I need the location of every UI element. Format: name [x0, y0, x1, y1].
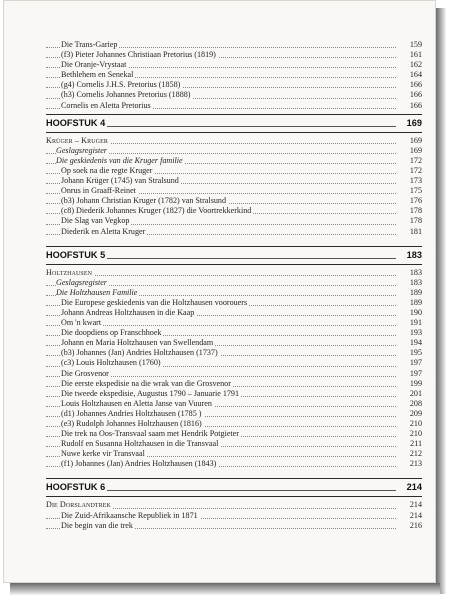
- toc-entry: [46, 379, 422, 389]
- toc-entry: [46, 419, 422, 429]
- section-divider: [46, 264, 422, 265]
- toc-entry: [46, 60, 422, 70]
- toc-entry-title: Op soek na die regte Kruger: [61, 165, 153, 175]
- chapter-heading-6: [46, 482, 422, 493]
- toc-entry-page: 201: [409, 388, 422, 398]
- toc-entry-title: Nuwe kerke vir Transvaal: [61, 449, 145, 459]
- toc-entry: [46, 50, 422, 60]
- toc-entry-title: Johann Andreas Holtzhausen in die Kaap: [61, 307, 195, 317]
- toc-entry: [46, 196, 422, 206]
- toc-entry-page: 169: [409, 135, 422, 145]
- toc-entry-page: 208: [409, 398, 422, 408]
- toc-entry-title: Die Zuid-Afrikaansche Republiek in 1871: [61, 510, 198, 520]
- toc-entry-title: (f1) Johannes (Jan) Andries Holtzhausen (1843): [61, 459, 217, 469]
- toc-entry: [46, 439, 422, 449]
- toc-entry: [46, 136, 422, 146]
- toc-entry-page: 166: [409, 90, 422, 100]
- toc-entry-title: Geslagsregister: [56, 277, 107, 287]
- toc-entry-title: Die trek na Oos-Transvaal saam met Hendrik Potgieter: [61, 429, 239, 439]
- toc-entry: [46, 156, 422, 166]
- toc-entry-page: 178: [409, 216, 422, 226]
- toc-entry: [46, 216, 422, 226]
- toc-entry: [46, 176, 422, 186]
- toc-entry-title: Die doopdiens op Franschhoek: [61, 328, 162, 338]
- toc-entry-title: Die Grosvenor: [61, 368, 109, 378]
- toc-entry: [46, 166, 422, 176]
- chapter-page: 169: [406, 117, 422, 128]
- toc-entry: [46, 268, 422, 278]
- toc-entry-title: Diederik en Aletta Kruger: [61, 226, 146, 236]
- toc-entry-title: Die Dorslandtrek: [46, 500, 111, 510]
- toc-entry-page: 190: [409, 307, 422, 317]
- toc-entry-page: 181: [409, 226, 422, 236]
- toc-entry-page: 197: [409, 368, 422, 378]
- toc-entry-title: Om 'n kwart: [61, 318, 102, 328]
- toc-entry-page: 166: [409, 100, 422, 110]
- spacer: [46, 237, 422, 243]
- chapter-heading-4: [46, 118, 422, 129]
- toc-entry: [46, 186, 422, 196]
- toc-entry: [46, 146, 422, 156]
- toc-entry-page: 164: [409, 70, 422, 80]
- toc-entry-title: (b3) Johannes (Jan) Andries Holtzhausen (1737): [61, 348, 218, 358]
- page-shadow-bottom: [10, 583, 440, 595]
- toc-entry-page: 162: [409, 60, 422, 70]
- toc-entry: [46, 429, 422, 439]
- toc-entry-title: Die geskiedenis van die Kruger familie: [56, 155, 183, 165]
- toc-entry-page: 199: [409, 378, 422, 388]
- toc-entry: [46, 227, 422, 237]
- toc-entry-page: 159: [409, 40, 422, 49]
- toc-entry-page: 213: [409, 459, 422, 469]
- toc-entry: [46, 399, 422, 409]
- toc-entry-title: Holtzhausen: [46, 267, 93, 277]
- page-shadow-right: [436, 8, 446, 594]
- toc-entry-title: Johann en Maria Holtzhausen van Swellendam: [61, 338, 214, 348]
- toc-entry-title: Die Trans-Gariep: [61, 40, 118, 49]
- section-divider: [46, 132, 422, 133]
- toc-entry: [46, 338, 422, 348]
- toc-entry-page: 178: [409, 206, 422, 216]
- toc-entry-page: 194: [409, 338, 422, 348]
- chapter-page: 183: [406, 249, 422, 260]
- toc-entry: [46, 348, 422, 358]
- section-divider: [46, 496, 422, 497]
- toc-entry-title: (h3) Cornelis Johannes Pretorius (1888): [61, 90, 191, 100]
- toc-entry-title: Cornelis en Aletta Pretorius: [61, 100, 151, 110]
- toc-section-pretorius: [46, 40, 422, 111]
- toc-entry: [46, 90, 422, 100]
- chapter-title: HOOFSTUK 5: [46, 249, 106, 260]
- toc-entry-title: (e3) Rudolph Johannes Holtzhausen (1816): [61, 419, 202, 428]
- toc-entry-page: 214: [409, 510, 422, 520]
- toc-entry-page: 189: [409, 287, 422, 297]
- toc-entry-title: Die begin van die trek: [61, 520, 133, 530]
- toc-entry-page: 191: [409, 318, 422, 328]
- section-divider: [46, 246, 422, 247]
- toc-entry-title: Bethlehem en Senekal: [61, 70, 134, 80]
- toc-entry-page: 197: [409, 358, 422, 368]
- toc-entry-page: 166: [409, 80, 422, 90]
- toc-entry: [46, 511, 422, 521]
- spacer: [46, 469, 422, 475]
- toc-entry-page: 183: [409, 267, 422, 277]
- toc-entry: [46, 80, 422, 90]
- section-divider: [46, 478, 422, 479]
- toc-entry-title: Die eerste ekspedisie na die wrak van die Grosvenor: [61, 378, 231, 388]
- toc-entry-page: 209: [409, 408, 422, 418]
- toc-entry: [46, 358, 422, 368]
- toc-entry-title: (g4) Cornelis J.H.S. Pretorius (1858): [61, 80, 181, 90]
- toc-entry: [46, 328, 422, 338]
- toc-entry-page: 172: [409, 155, 422, 165]
- toc-entry-title: Johann Krüger (1745) van Stralsund: [61, 176, 179, 186]
- toc-entry-title: Die Europese geskiedenis van die Holtzhausen voorouers: [61, 297, 248, 307]
- toc-entry-title: (c3) Louis Holtzhausen (1760): [61, 358, 161, 368]
- toc-entry-page: 210: [409, 419, 422, 428]
- toc-entry: [46, 521, 422, 531]
- toc-section-dorslandtrek: [46, 500, 422, 530]
- toc-entry: [46, 389, 422, 399]
- toc-entry: [46, 369, 422, 379]
- toc-entry-page: 173: [409, 176, 422, 186]
- toc-entry: [46, 459, 422, 469]
- toc-entry-title: Die tweede ekspedisie, Augustus 1790 – Januarie 1791: [61, 388, 240, 398]
- toc-entry-page: 195: [409, 348, 422, 358]
- toc-entry-page: 176: [409, 196, 422, 206]
- toc-entry: [46, 449, 422, 459]
- toc-entry-page: 161: [409, 50, 422, 60]
- table-of-contents: [46, 40, 422, 531]
- toc-entry-page: 172: [409, 165, 422, 175]
- toc-entry: [46, 318, 422, 328]
- toc-entry-page: 189: [409, 297, 422, 307]
- toc-entry-title: (f3) Pieter Johannes Christiaan Pretorius (1819): [61, 50, 216, 60]
- toc-entry-page: 169: [409, 145, 422, 155]
- leader-dots: [46, 275, 396, 276]
- chapter-title: HOOFSTUK 4: [46, 117, 106, 128]
- toc-entry: [46, 308, 422, 318]
- toc-entry-title: Onrus in Graaff-Reinet: [61, 186, 136, 196]
- toc-entry: [46, 288, 422, 298]
- toc-entry-title: Die Oranje-Vrystaat: [61, 60, 127, 70]
- toc-entry: [46, 70, 422, 80]
- toc-entry-title: (d1) Johannes Andries Holtzhausen (1785 ): [61, 408, 202, 418]
- toc-entry-title: Geslagsregister: [56, 145, 107, 155]
- toc-entry: [46, 298, 422, 308]
- toc-entry: [46, 409, 422, 419]
- toc-section-kruger: [46, 136, 422, 237]
- section-divider: [46, 114, 422, 115]
- toc-entry-title: (b3) Johann Christian Kruger (1782) van Stralsund: [61, 196, 226, 206]
- document-page: [3, 0, 436, 583]
- toc-entry: [46, 101, 422, 111]
- toc-entry-page: 212: [409, 449, 422, 459]
- toc-entry-title: Die Holtzhausen Familie: [56, 287, 138, 297]
- chapter-page: 214: [406, 482, 422, 493]
- chapter-title: HOOFSTUK 6: [46, 482, 106, 493]
- toc-entry-title: Die Slag van Vegkop: [61, 216, 130, 226]
- toc-entry: [46, 40, 422, 50]
- toc-entry: [46, 206, 422, 216]
- toc-entry-page: 211: [410, 439, 422, 449]
- toc-entry-page: 214: [409, 500, 422, 510]
- toc-entry-title: (c8) Diederik Johannes Kruger (1827) die Voortrekkerkind: [61, 206, 252, 216]
- toc-section-holtzhausen: [46, 268, 422, 470]
- toc-entry-page: 210: [409, 429, 422, 439]
- toc-entry-page: 216: [409, 520, 422, 530]
- toc-entry: [46, 278, 422, 288]
- toc-entry-title: Krüger – Kruger: [46, 135, 108, 145]
- toc-entry-page: 193: [409, 328, 422, 338]
- toc-entry-page: 175: [409, 186, 422, 196]
- toc-entry-page: 183: [409, 277, 422, 287]
- toc-entry-title: Rudolf en Susanna Holtzhausen in die Transvaal: [61, 439, 219, 449]
- toc-entry-title: Louis Holtzhausen en Aletta Janse van Vuuren: [61, 398, 212, 408]
- toc-entry: [46, 500, 422, 510]
- chapter-heading-5: [46, 250, 422, 261]
